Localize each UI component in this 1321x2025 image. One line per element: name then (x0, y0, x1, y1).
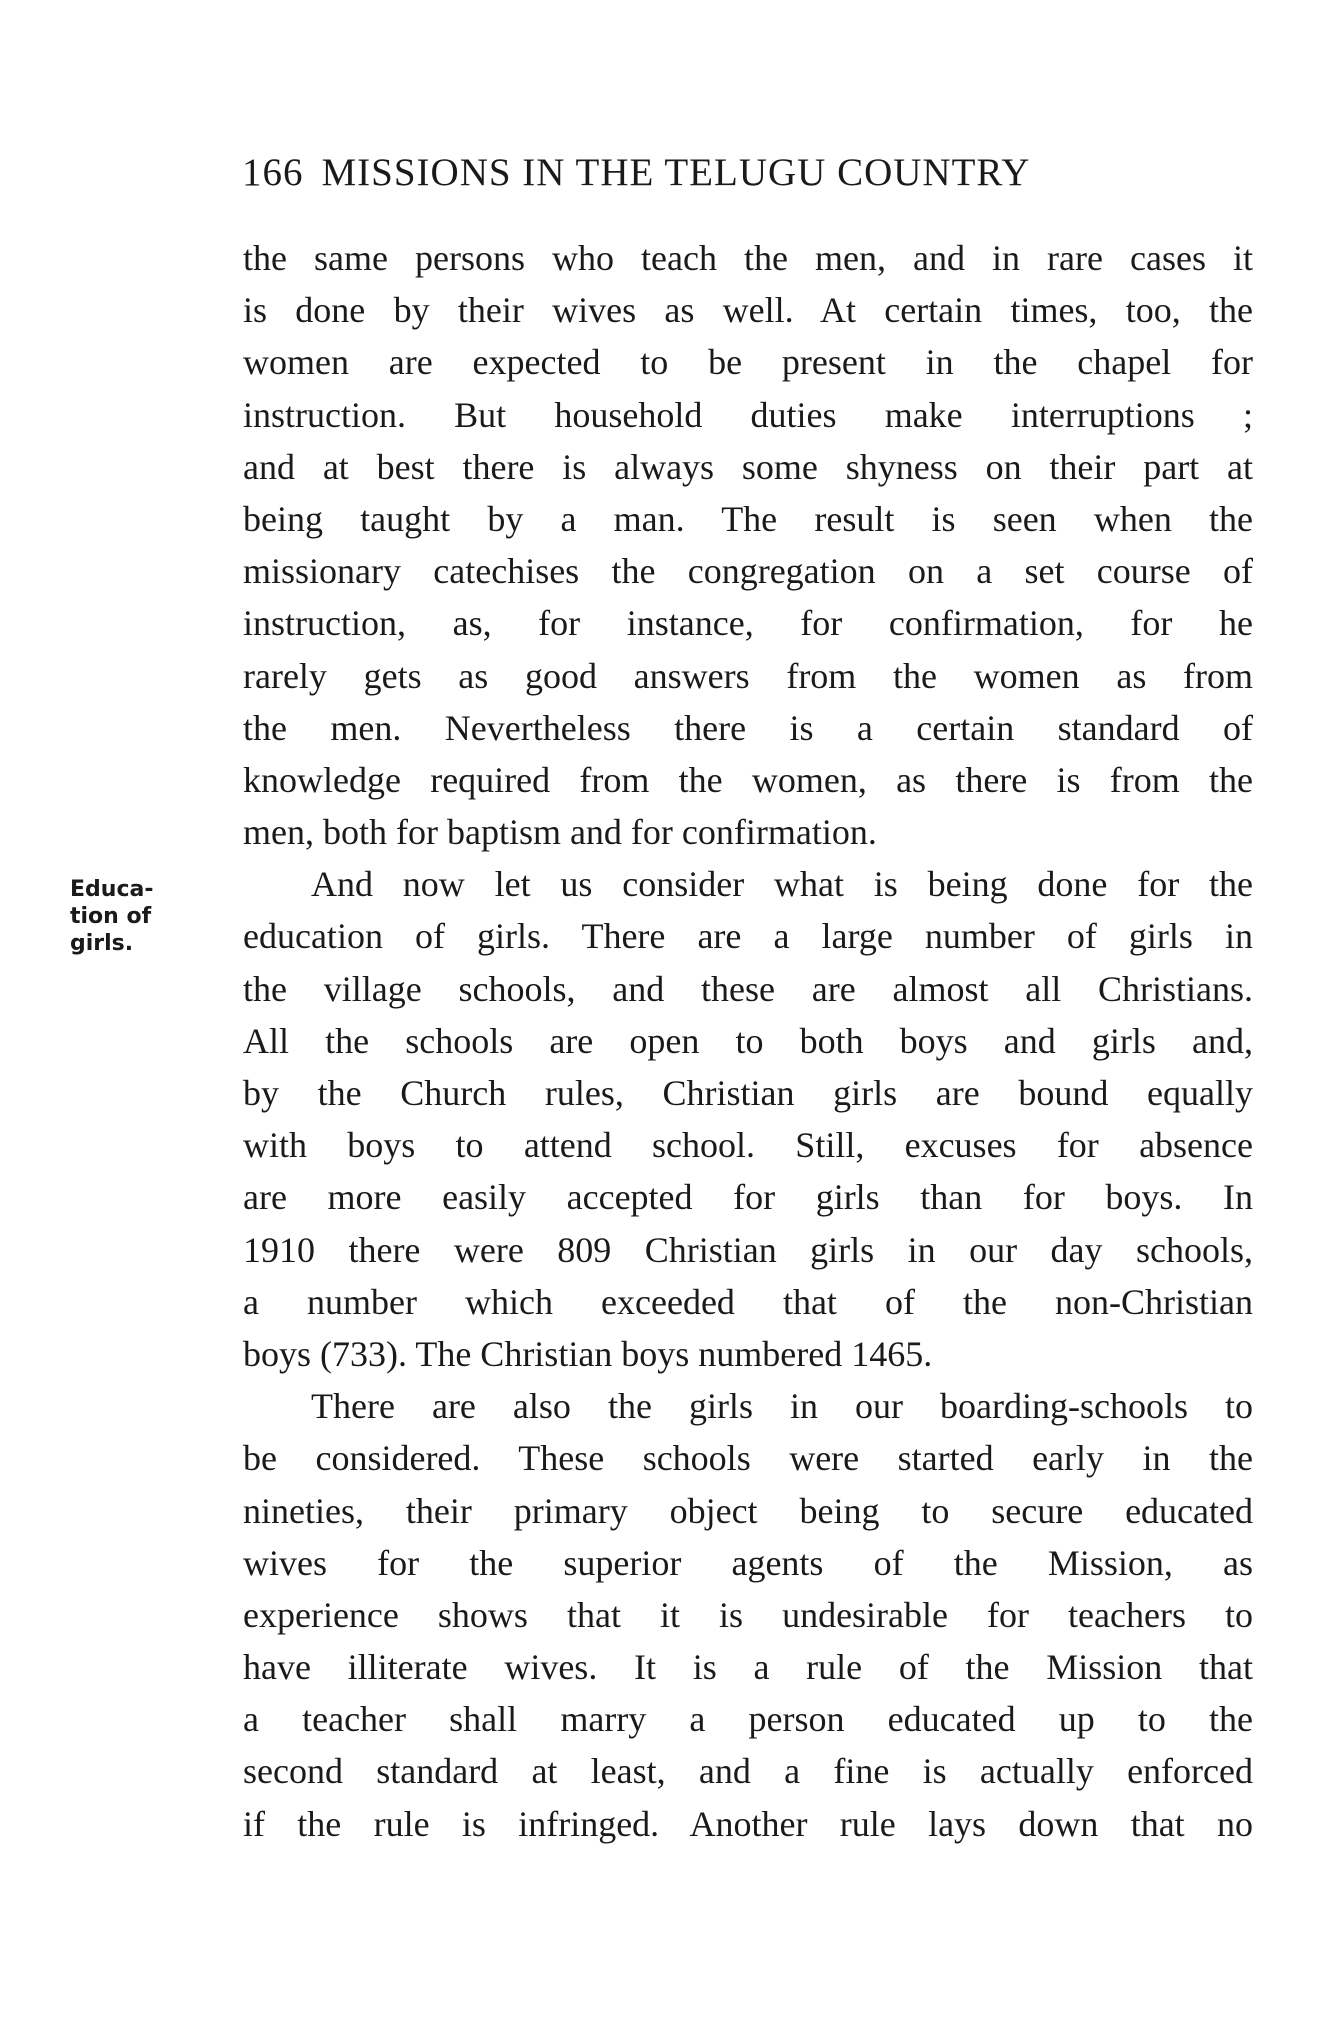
text-line: are more easily accepted for girls than for boys. In (243, 1177, 1253, 1218)
running-header (242, 150, 1142, 195)
text-line: instruction, as, for instance, for confirmation, for he (243, 603, 1253, 644)
text-line: men, both for baptism and for confirmation. (243, 812, 877, 853)
text-line: is done by their wives as well. At certain times, too, the (243, 290, 1253, 331)
text-line: boys (733). The Christian boys numbered 1465. (243, 1333, 933, 1374)
text-line: the men. Nevertheless there is a certain standard of (243, 707, 1253, 748)
text-line: the same persons who teach the men, and in rare cases it (243, 238, 1253, 278)
body-text (243, 232, 1253, 1850)
text-line: be considered. These schools were started early in the (243, 1438, 1253, 1479)
text-line: rarely gets as good answers from the women as from (243, 655, 1253, 696)
margin-note-line: Educa- (70, 877, 154, 902)
margin-note-line: tion of (70, 904, 152, 929)
text-line: There are also the girls in our boarding-schools to (311, 1386, 1253, 1427)
text-line: and at best there is always some shyness on their part at (243, 446, 1253, 487)
text-line: if the rule is infringed. Another rule lays down that no (243, 1803, 1253, 1844)
text-line: being taught by a man. The result is seen when the (243, 498, 1253, 539)
text-line: knowledge required from the women, as there is from the (243, 759, 1253, 800)
running-title: MISSIONS IN THE TELUGU COUNTRY (321, 151, 1031, 194)
text-line: a number which exceeded that of the non-Christian (243, 1281, 1253, 1322)
text-line: women are expected to be present in the chapel for (243, 342, 1253, 383)
text-line: instruction. But household duties make interruptions ; (243, 394, 1253, 435)
text-line: with boys to attend school. Still, excuses for absence (243, 1125, 1253, 1166)
page-number: 166 (242, 151, 304, 194)
text-line: And now let us consider what is being done for the (311, 864, 1253, 905)
text-line: nineties, their primary object being to secure educated (243, 1490, 1253, 1531)
text-line: 1910 there were 809 Christian girls in our day schools, (243, 1229, 1253, 1270)
text-line: All the schools are open to both boys and girls and, (243, 1020, 1253, 1061)
text-line: second standard at least, and a fine is actually enforced (243, 1751, 1253, 1792)
text-line: education of girls. There are a large number of girls in (243, 916, 1253, 957)
text-line: missionary catechises the congregation on a set course of (243, 551, 1253, 592)
text-line: the village schools, and these are almost all Christians. (243, 968, 1253, 1009)
text-line: wives for the superior agents of the Mission, as (243, 1542, 1253, 1583)
margin-note-line: girls. (70, 931, 134, 956)
text-line: have illiterate wives. It is a rule of the Mission that (243, 1647, 1253, 1688)
text-line: experience shows that it is undesirable for teachers to (243, 1594, 1253, 1635)
margin-note (70, 876, 210, 957)
text-line: a teacher shall marry a person educated up to the (243, 1699, 1253, 1740)
text-line: by the Church rules, Christian girls are bound equally (243, 1073, 1253, 1113)
